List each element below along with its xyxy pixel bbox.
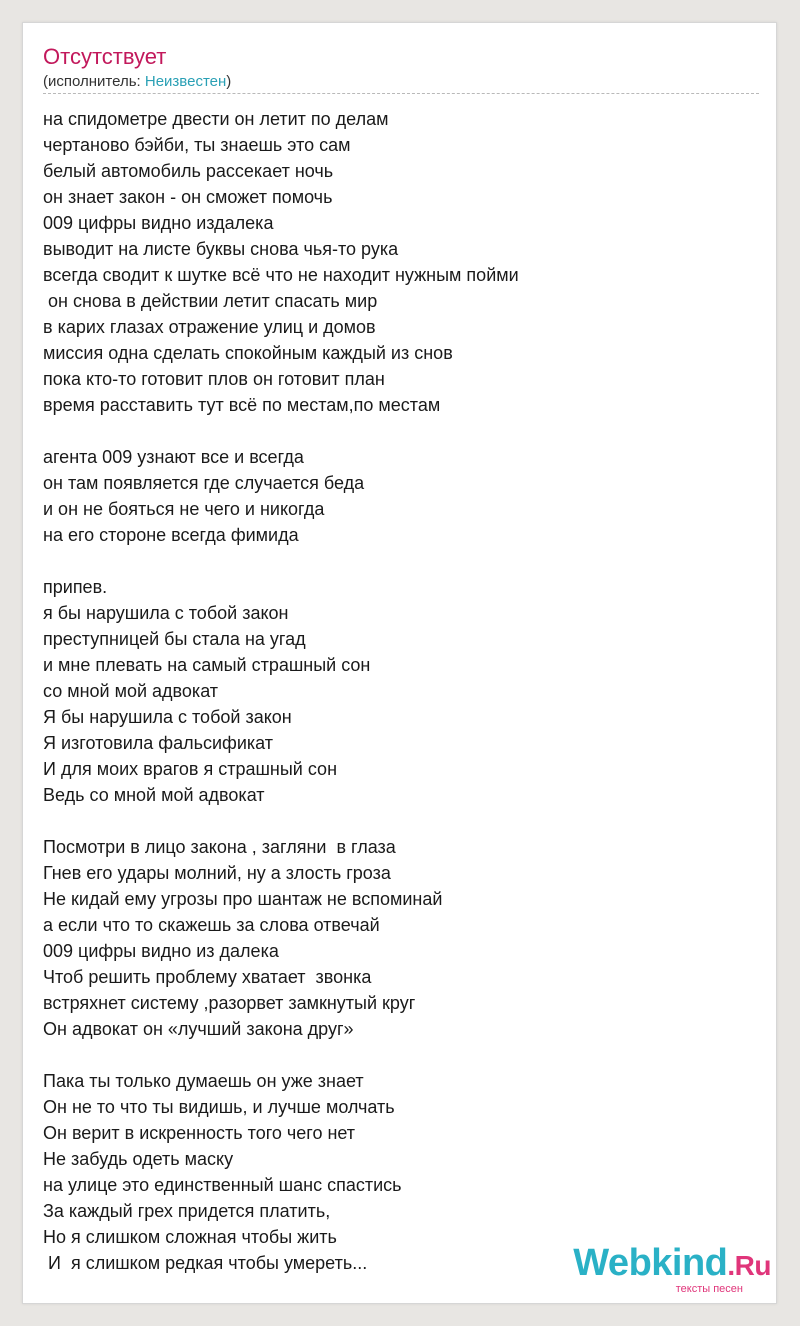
lyric-line: я бы нарушила с тобой закон bbox=[43, 603, 289, 623]
lyric-line: Я изготовила фальсификат bbox=[43, 733, 274, 753]
lyric-line: и он не бояться не чего и никогда bbox=[43, 499, 325, 519]
artist-suffix: ) bbox=[226, 73, 232, 90]
lyric-line: Он не то что ты видишь, и лучше молчать bbox=[43, 1097, 395, 1117]
lyric-line: в карих глазах отражение улиц и домов bbox=[43, 317, 376, 337]
lyric-line: чертаново бэйби, ты знаешь это сам bbox=[43, 135, 351, 155]
lyric-line: на его стороне всегда фимида bbox=[43, 525, 299, 545]
lyric-line: встряхнет систему ,разорвет замкнутый круг bbox=[43, 993, 416, 1013]
title-divider bbox=[43, 93, 759, 94]
lyric-line: Пака ты только думаешь он уже знает bbox=[43, 1071, 364, 1091]
lyric-line: всегда сводит к шутке всё что не находит нужным пойми bbox=[43, 265, 519, 285]
lyric-line: Он верит в искренность того чего нет bbox=[43, 1123, 356, 1143]
lyric-line: миссия одна сделать спокойным каждый из снов bbox=[43, 343, 453, 363]
lyric-line: со мной мой адвокат bbox=[43, 681, 219, 701]
lyric-line: Посмотри в лицо закона , загляни в глаза bbox=[43, 837, 396, 857]
lyric-line: он знает закон - он сможет помочь bbox=[43, 187, 333, 207]
lyric-line: белый автомобиль рассекает ночь bbox=[43, 161, 334, 181]
lyric-line: Чтоб решить проблему хватает звонка bbox=[43, 967, 372, 987]
lyric-line: И я слишком редкая чтобы умереть... bbox=[43, 1253, 368, 1273]
lyric-line: И для моих врагов я страшный сон bbox=[43, 759, 338, 779]
lyric-line: Не кидай ему угрозы про шантаж не вспоминай bbox=[43, 889, 443, 909]
lyric-line: Он адвокат он «лучший закона друг» bbox=[43, 1019, 354, 1039]
lyric-line: Я бы нарушила с тобой закон bbox=[43, 707, 292, 727]
lyric-line: припев. bbox=[43, 577, 108, 597]
lyric-line: а если что то скажешь за слова отвечай bbox=[43, 915, 380, 935]
artist-prefix: (исполнитель: bbox=[43, 73, 145, 90]
lyric-line: выводит на листе буквы снова чья-то рука bbox=[43, 239, 399, 259]
lyric-line: агента 009 узнают все и всегда bbox=[43, 447, 304, 467]
lyric-line: Не забудь одеть маску bbox=[43, 1149, 234, 1169]
lyric-line: время расставить тут всё по местам,по местам bbox=[43, 395, 441, 415]
song-title: Отсутствует bbox=[43, 44, 167, 69]
site-logo[interactable] bbox=[573, 1244, 771, 1295]
lyric-line bbox=[43, 1042, 759, 1068]
lyric-line: Ведь со мной мой адвокат bbox=[43, 785, 265, 805]
lyric-line: Но я слишком сложная чтобы жить bbox=[43, 1227, 337, 1247]
lyrics-card bbox=[22, 22, 777, 1304]
lyric-line: За каждый грех придется платить, bbox=[43, 1201, 331, 1221]
artist-link[interactable]: Неизвестен bbox=[144, 73, 227, 90]
logo-tagline: тексты песен bbox=[675, 1283, 743, 1295]
lyric-line bbox=[43, 418, 759, 444]
lyrics-text bbox=[43, 106, 759, 1276]
lyric-line bbox=[43, 548, 759, 574]
logo-wordmark: Webkind bbox=[573, 1242, 728, 1284]
lyric-line: преступницей бы стала на угад bbox=[43, 629, 306, 649]
lyric-line: он снова в действии летит спасать мир bbox=[43, 291, 378, 311]
lyric-line: на улице это единственный шанс спастись bbox=[43, 1175, 402, 1195]
artist-line bbox=[43, 73, 231, 91]
lyric-line: 009 цифры видно издалека bbox=[43, 213, 274, 233]
lyric-line: 009 цифры видно из далека bbox=[43, 941, 279, 961]
lyric-line: он там появляется где случается беда bbox=[43, 473, 365, 493]
lyric-line: на спидометре двести он летит по делам bbox=[43, 109, 389, 129]
lyric-line bbox=[43, 808, 759, 834]
lyric-line: пока кто-то готовит плов он готовит план bbox=[43, 369, 385, 389]
lyric-line: Гнев его удары молний, ну а злость гроза bbox=[43, 863, 391, 883]
logo-tld: .Ru bbox=[727, 1250, 771, 1281]
lyric-line: и мне плевать на самый страшный сон bbox=[43, 655, 371, 675]
